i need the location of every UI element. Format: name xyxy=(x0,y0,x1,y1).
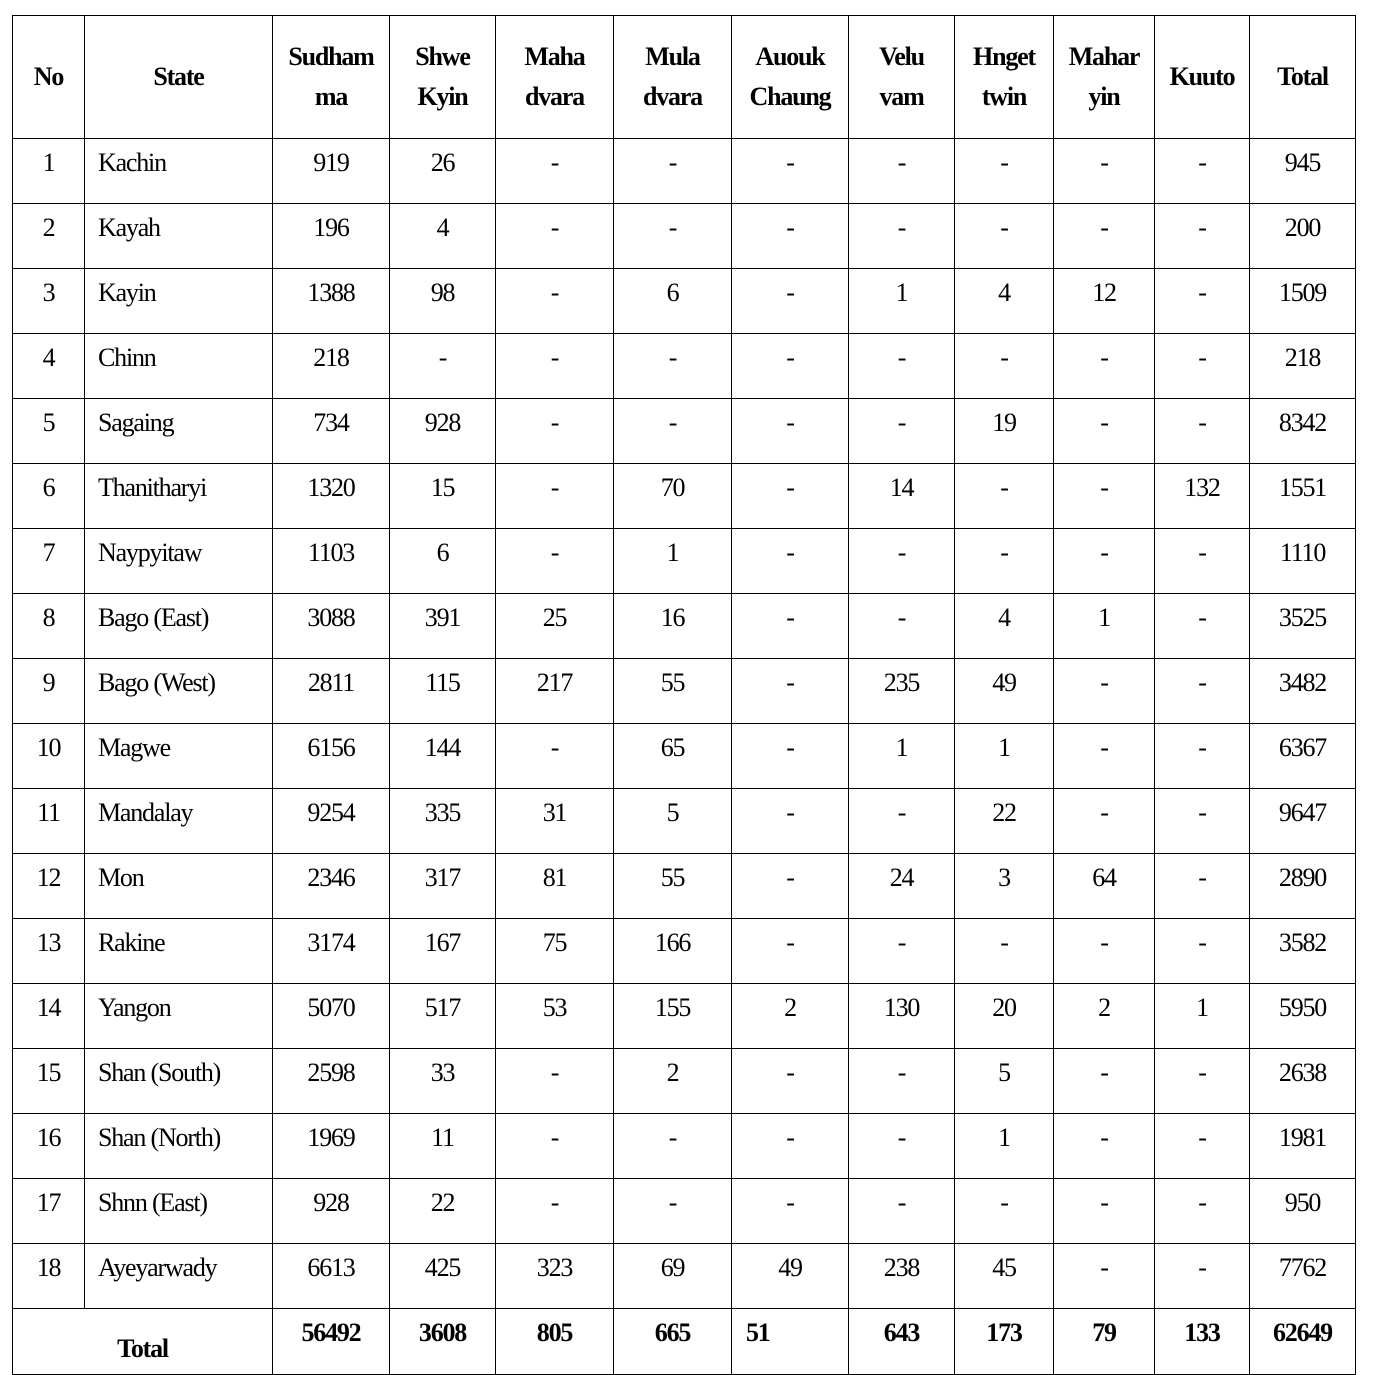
column-header-line: ma xyxy=(314,82,348,111)
total-value: 173 xyxy=(955,1309,1054,1375)
cell-value: - xyxy=(1054,1049,1155,1114)
cell-value: - xyxy=(614,334,732,399)
cell-value: - xyxy=(732,659,849,724)
cell-value: 49 xyxy=(955,659,1054,724)
total-value: 643 xyxy=(849,1309,955,1375)
cell-value: - xyxy=(955,334,1054,399)
column-header xyxy=(1054,16,1155,139)
column-header xyxy=(849,16,955,139)
cell-value: 55 xyxy=(614,854,732,919)
column-header-line: Total xyxy=(1277,62,1328,91)
column-header-line: Mahar xyxy=(1068,42,1140,71)
cell-value: 235 xyxy=(849,659,955,724)
cell-value: 69 xyxy=(614,1244,732,1309)
cell-value: - xyxy=(614,139,732,204)
cell-value: 1 xyxy=(955,1114,1054,1179)
row-number: 9 xyxy=(13,659,85,724)
cell-value: 2 xyxy=(1054,984,1155,1049)
total-value: 79 xyxy=(1054,1309,1155,1375)
cell-value: - xyxy=(1054,334,1155,399)
state-name: Kayin xyxy=(85,269,273,334)
table-footer xyxy=(13,1309,1356,1375)
table-row xyxy=(13,659,1356,724)
cell-value: 4 xyxy=(955,269,1054,334)
table-row xyxy=(13,1244,1356,1309)
state-name: Thanitharyi xyxy=(85,464,273,529)
cell-value: 6 xyxy=(614,269,732,334)
column-header xyxy=(13,16,85,139)
cell-value: - xyxy=(1054,659,1155,724)
cell-value: - xyxy=(955,139,1054,204)
cell-value: 1 xyxy=(955,724,1054,789)
total-value: 56492 xyxy=(273,1309,390,1375)
cell-value: 24 xyxy=(849,854,955,919)
cell-value: - xyxy=(1155,724,1250,789)
cell-value: 425 xyxy=(390,1244,496,1309)
cell-value: - xyxy=(614,1179,732,1244)
cell-value: 9647 xyxy=(1250,789,1356,854)
total-value: 62649 xyxy=(1250,1309,1356,1375)
cell-value: - xyxy=(732,789,849,854)
cell-value: 5070 xyxy=(273,984,390,1049)
cell-value: 1969 xyxy=(273,1114,390,1179)
cell-value: - xyxy=(849,529,955,594)
cell-value: 1320 xyxy=(273,464,390,529)
cell-value: 9254 xyxy=(273,789,390,854)
table-header xyxy=(13,16,1356,139)
cell-value: - xyxy=(614,204,732,269)
cell-value: - xyxy=(732,724,849,789)
cell-value: - xyxy=(1155,854,1250,919)
row-number: 18 xyxy=(13,1244,85,1309)
cell-value: 2598 xyxy=(273,1049,390,1114)
row-number: 2 xyxy=(13,204,85,269)
cell-value: - xyxy=(955,204,1054,269)
cell-value: 3482 xyxy=(1250,659,1356,724)
cell-value: 166 xyxy=(614,919,732,984)
column-header-line: Shwe xyxy=(415,42,470,71)
cell-value: - xyxy=(614,1114,732,1179)
cell-value: 155 xyxy=(614,984,732,1049)
cell-value: - xyxy=(496,529,614,594)
table-row xyxy=(13,204,1356,269)
data-table xyxy=(12,15,1356,1375)
cell-value: 2346 xyxy=(273,854,390,919)
cell-value: 22 xyxy=(955,789,1054,854)
cell-value: 1 xyxy=(1155,984,1250,1049)
cell-value: - xyxy=(1155,1179,1250,1244)
column-header-line: Sudham xyxy=(288,42,374,71)
cell-value: - xyxy=(732,204,849,269)
column-header-line: Maha xyxy=(524,42,585,71)
row-number: 3 xyxy=(13,269,85,334)
cell-value: - xyxy=(1054,919,1155,984)
cell-value: 950 xyxy=(1250,1179,1356,1244)
column-header xyxy=(1155,16,1250,139)
cell-value: - xyxy=(1054,464,1155,529)
row-number: 11 xyxy=(13,789,85,854)
total-row xyxy=(13,1309,1356,1375)
cell-value: 218 xyxy=(273,334,390,399)
cell-value: - xyxy=(1155,399,1250,464)
total-label: Total xyxy=(13,1309,273,1375)
row-number: 1 xyxy=(13,139,85,204)
cell-value: - xyxy=(1155,204,1250,269)
cell-value: 928 xyxy=(273,1179,390,1244)
cell-value: 3525 xyxy=(1250,594,1356,659)
table-row xyxy=(13,334,1356,399)
cell-value: - xyxy=(1155,919,1250,984)
cell-value: - xyxy=(1155,529,1250,594)
cell-value: 6613 xyxy=(273,1244,390,1309)
cell-value: 132 xyxy=(1155,464,1250,529)
cell-value: 6156 xyxy=(273,724,390,789)
cell-value: 49 xyxy=(732,1244,849,1309)
cell-value: 1551 xyxy=(1250,464,1356,529)
state-name: Kayah xyxy=(85,204,273,269)
cell-value: - xyxy=(1054,724,1155,789)
cell-value: 1388 xyxy=(273,269,390,334)
cell-value: 734 xyxy=(273,399,390,464)
cell-value: - xyxy=(1155,659,1250,724)
cell-value: - xyxy=(1054,1244,1155,1309)
cell-value: 22 xyxy=(390,1179,496,1244)
row-number: 8 xyxy=(13,594,85,659)
cell-value: 8342 xyxy=(1250,399,1356,464)
state-name: Sagaing xyxy=(85,399,273,464)
cell-value: 12 xyxy=(1054,269,1155,334)
cell-value: 14 xyxy=(849,464,955,529)
cell-value: - xyxy=(496,724,614,789)
cell-value: - xyxy=(1054,789,1155,854)
cell-value: 517 xyxy=(390,984,496,1049)
cell-value: 19 xyxy=(955,399,1054,464)
column-header-line: No xyxy=(33,62,64,91)
cell-value: - xyxy=(1155,789,1250,854)
column-header xyxy=(1250,16,1356,139)
cell-value: - xyxy=(732,1179,849,1244)
cell-value: - xyxy=(732,1049,849,1114)
column-header xyxy=(732,16,849,139)
cell-value: 1509 xyxy=(1250,269,1356,334)
column-header xyxy=(955,16,1054,139)
table-row xyxy=(13,984,1356,1049)
cell-value: 2890 xyxy=(1250,854,1356,919)
cell-value: 98 xyxy=(390,269,496,334)
cell-value: 5 xyxy=(955,1049,1054,1114)
total-value: 665 xyxy=(614,1309,732,1375)
column-header-line: Hnget xyxy=(973,42,1035,71)
cell-value: 323 xyxy=(496,1244,614,1309)
column-header-line: yin xyxy=(1088,82,1120,111)
cell-value: 1103 xyxy=(273,529,390,594)
row-number: 5 xyxy=(13,399,85,464)
cell-value: - xyxy=(732,464,849,529)
cell-value: - xyxy=(955,919,1054,984)
row-number: 4 xyxy=(13,334,85,399)
cell-value: 5950 xyxy=(1250,984,1356,1049)
table-row xyxy=(13,1179,1356,1244)
total-value: 805 xyxy=(496,1309,614,1375)
column-header-line: Kyin xyxy=(417,82,468,111)
row-number: 6 xyxy=(13,464,85,529)
cell-value: - xyxy=(732,399,849,464)
column-header xyxy=(85,16,273,139)
cell-value: 15 xyxy=(390,464,496,529)
cell-value: 55 xyxy=(614,659,732,724)
state-name: Shan (North) xyxy=(85,1114,273,1179)
cell-value: 238 xyxy=(849,1244,955,1309)
cell-value: 317 xyxy=(390,854,496,919)
cell-value: 1 xyxy=(1054,594,1155,659)
cell-value: - xyxy=(849,399,955,464)
cell-value: - xyxy=(732,334,849,399)
table-row xyxy=(13,269,1356,334)
state-name: Naypyitaw xyxy=(85,529,273,594)
state-name: Magwe xyxy=(85,724,273,789)
cell-value: 26 xyxy=(390,139,496,204)
row-number: 7 xyxy=(13,529,85,594)
cell-value: 3 xyxy=(955,854,1054,919)
cell-value: - xyxy=(1054,529,1155,594)
cell-value: - xyxy=(1054,1114,1155,1179)
cell-value: - xyxy=(1054,1179,1155,1244)
cell-value: - xyxy=(614,399,732,464)
total-value: 3608 xyxy=(390,1309,496,1375)
table-row xyxy=(13,1049,1356,1114)
cell-value: - xyxy=(732,1114,849,1179)
table-row xyxy=(13,854,1356,919)
column-header xyxy=(496,16,614,139)
cell-value: - xyxy=(732,854,849,919)
cell-value: 33 xyxy=(390,1049,496,1114)
cell-value: - xyxy=(849,594,955,659)
cell-value: 945 xyxy=(1250,139,1356,204)
cell-value: - xyxy=(1054,399,1155,464)
state-name: Rakine xyxy=(85,919,273,984)
column-header-line: Auouk xyxy=(755,42,825,71)
column-header-line: State xyxy=(153,62,204,91)
cell-value: 4 xyxy=(390,204,496,269)
cell-value: 218 xyxy=(1250,334,1356,399)
cell-value: 1 xyxy=(849,269,955,334)
cell-value: 130 xyxy=(849,984,955,1049)
header-row xyxy=(13,16,1356,139)
cell-value: 391 xyxy=(390,594,496,659)
cell-value: 7762 xyxy=(1250,1244,1356,1309)
cell-value: 928 xyxy=(390,399,496,464)
row-number: 16 xyxy=(13,1114,85,1179)
row-number: 14 xyxy=(13,984,85,1049)
cell-value: 20 xyxy=(955,984,1054,1049)
cell-value: 6 xyxy=(390,529,496,594)
cell-value: - xyxy=(1155,334,1250,399)
cell-value: - xyxy=(1155,1049,1250,1114)
column-header xyxy=(390,16,496,139)
cell-value: - xyxy=(496,399,614,464)
cell-value: 11 xyxy=(390,1114,496,1179)
cell-value: - xyxy=(849,919,955,984)
state-name: Shan (South) xyxy=(85,1049,273,1114)
cell-value: - xyxy=(496,464,614,529)
cell-value: 1 xyxy=(614,529,732,594)
column-header-line: vam xyxy=(879,82,924,111)
cell-value: - xyxy=(955,529,1054,594)
cell-value: 4 xyxy=(955,594,1054,659)
cell-value: - xyxy=(496,334,614,399)
cell-value: - xyxy=(1155,1114,1250,1179)
state-name: Kachin xyxy=(85,139,273,204)
state-name: Bago (East) xyxy=(85,594,273,659)
row-number: 10 xyxy=(13,724,85,789)
cell-value: 45 xyxy=(955,1244,1054,1309)
total-value: 51 xyxy=(732,1309,849,1375)
column-header-line: Kuuto xyxy=(1169,62,1235,91)
cell-value: 335 xyxy=(390,789,496,854)
cell-value: 53 xyxy=(496,984,614,1049)
cell-value: 6367 xyxy=(1250,724,1356,789)
table-row xyxy=(13,529,1356,594)
cell-value: - xyxy=(955,464,1054,529)
cell-value: - xyxy=(1155,139,1250,204)
row-number: 17 xyxy=(13,1179,85,1244)
total-value: 133 xyxy=(1155,1309,1250,1375)
cell-value: 1 xyxy=(849,724,955,789)
cell-value: 2 xyxy=(732,984,849,1049)
cell-value: - xyxy=(496,269,614,334)
cell-value: - xyxy=(496,204,614,269)
column-header-line: Chaung xyxy=(749,82,831,111)
cell-value: 31 xyxy=(496,789,614,854)
cell-value: - xyxy=(1155,1244,1250,1309)
cell-value: - xyxy=(496,139,614,204)
cell-value: 16 xyxy=(614,594,732,659)
state-name: Mon xyxy=(85,854,273,919)
cell-value: 144 xyxy=(390,724,496,789)
cell-value: - xyxy=(390,334,496,399)
column-header xyxy=(614,16,732,139)
cell-value: - xyxy=(496,1049,614,1114)
cell-value: - xyxy=(849,789,955,854)
cell-value: - xyxy=(496,1179,614,1244)
row-number: 15 xyxy=(13,1049,85,1114)
cell-value: 115 xyxy=(390,659,496,724)
table-row xyxy=(13,1114,1356,1179)
state-name: Bago (West) xyxy=(85,659,273,724)
table-row xyxy=(13,399,1356,464)
cell-value: - xyxy=(732,919,849,984)
cell-value: - xyxy=(1155,594,1250,659)
cell-value: 2 xyxy=(614,1049,732,1114)
cell-value: 3582 xyxy=(1250,919,1356,984)
cell-value: - xyxy=(1155,269,1250,334)
table-row xyxy=(13,919,1356,984)
cell-value: - xyxy=(955,1179,1054,1244)
cell-value: 919 xyxy=(273,139,390,204)
cell-value: - xyxy=(849,204,955,269)
cell-value: 25 xyxy=(496,594,614,659)
cell-value: - xyxy=(849,139,955,204)
column-header-line: twin xyxy=(981,82,1027,111)
cell-value: 75 xyxy=(496,919,614,984)
cell-value: - xyxy=(732,139,849,204)
cell-value: - xyxy=(1054,204,1155,269)
cell-value: 3174 xyxy=(273,919,390,984)
state-name: Mandalay xyxy=(85,789,273,854)
cell-value: 1981 xyxy=(1250,1114,1356,1179)
state-name: Chinn xyxy=(85,334,273,399)
table-body xyxy=(13,139,1356,1309)
cell-value: 5 xyxy=(614,789,732,854)
column-header-line: Velu xyxy=(879,42,924,71)
cell-value: - xyxy=(496,1114,614,1179)
cell-value: 217 xyxy=(496,659,614,724)
state-name: Shnn (East) xyxy=(85,1179,273,1244)
state-name: Yangon xyxy=(85,984,273,1049)
cell-value: 64 xyxy=(1054,854,1155,919)
cell-value: 3088 xyxy=(273,594,390,659)
table-row xyxy=(13,139,1356,204)
cell-value: 81 xyxy=(496,854,614,919)
column-header-line: dvara xyxy=(642,82,702,111)
cell-value: 1110 xyxy=(1250,529,1356,594)
cell-value: - xyxy=(849,1114,955,1179)
cell-value: 196 xyxy=(273,204,390,269)
column-header-line: Mula xyxy=(645,42,700,71)
table-row xyxy=(13,464,1356,529)
cell-value: - xyxy=(849,1049,955,1114)
row-number: 12 xyxy=(13,854,85,919)
table-row xyxy=(13,594,1356,659)
cell-value: - xyxy=(849,334,955,399)
column-header xyxy=(273,16,390,139)
cell-value: - xyxy=(849,1179,955,1244)
cell-value: - xyxy=(732,594,849,659)
cell-value: 2811 xyxy=(273,659,390,724)
table-row xyxy=(13,789,1356,854)
state-name: Ayeyarwady xyxy=(85,1244,273,1309)
cell-value: 65 xyxy=(614,724,732,789)
table-row xyxy=(13,724,1356,789)
cell-value: - xyxy=(732,529,849,594)
cell-value: - xyxy=(732,269,849,334)
cell-value: 2638 xyxy=(1250,1049,1356,1114)
cell-value: - xyxy=(1054,139,1155,204)
cell-value: 167 xyxy=(390,919,496,984)
cell-value: 70 xyxy=(614,464,732,529)
column-header-line: dvara xyxy=(524,82,584,111)
cell-value: 200 xyxy=(1250,204,1356,269)
row-number: 13 xyxy=(13,919,85,984)
